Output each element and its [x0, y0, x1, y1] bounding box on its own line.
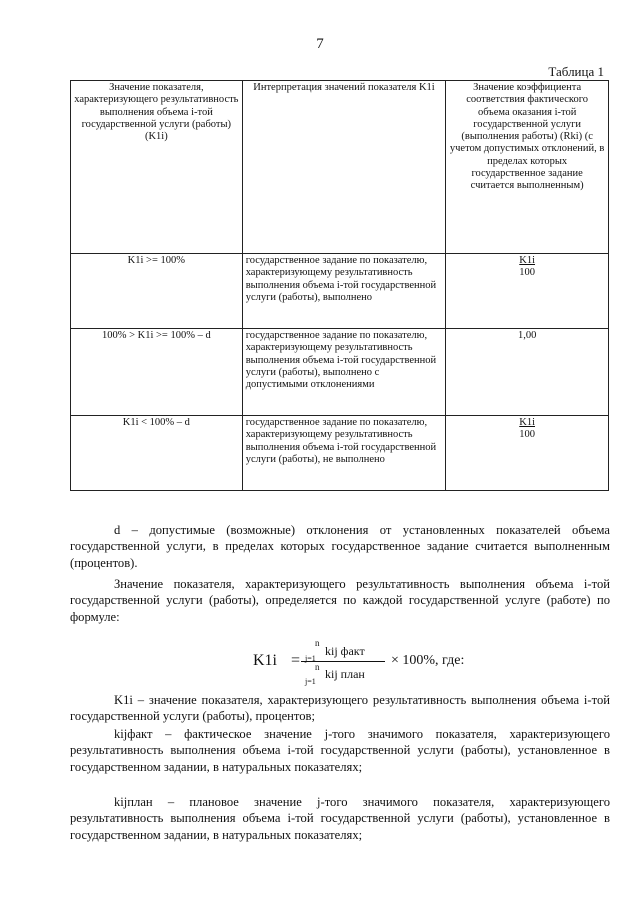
- formula-denominator: kij план: [325, 667, 365, 681]
- table-header-row: [71, 81, 609, 254]
- fraction-line: [301, 661, 385, 662]
- row-coefficient-fraction: [446, 254, 609, 329]
- table-row: [71, 329, 609, 416]
- paragraph-d-definition: d – допустимые (возможные) отклонения от установленных показателей объема государственной услуги, в пределах которых государственное задание считается выполненным (процентов).: [70, 523, 610, 570]
- table-row: [71, 416, 609, 491]
- formula-equals: =: [291, 652, 301, 669]
- paragraph-formula-intro: Значение показателя, характеризующего результативность выполнения объема i-той государственной услуги (работы), определяется по каждой государственной услуге (работе) по формуле:: [70, 577, 610, 624]
- formula-sum-top: n: [315, 638, 320, 648]
- paragraph-k1i-definition: K1i – значение показателя, характеризующего результативность выполнения объема i-той государственной услуги (работы), процентов;: [70, 693, 610, 724]
- table-caption: Таблица 1: [548, 64, 604, 79]
- header-interpretation: Интерпретация значений показателя K1i: [242, 81, 446, 254]
- paragraph-kij-fact-definition: kijфакт – фактическое значение j-того значимого показателя, характеризующего результативность выполнения объема i-той государственной услуги (работы), установленное в государственном задании, в натуральных показателях;: [70, 727, 610, 774]
- paragraph-kij-plan-definition: kijплан – плановое значение j-того значимого показателя, характеризующего результативность выполнения объема i-той государственной услуги (работы), установленное в государственном задании, в натуральных показателях;: [70, 795, 610, 842]
- fraction-denominator: 100: [519, 429, 536, 441]
- header-indicator-value: Значение показателя, характеризующего результативность выполнения объема i-той государственной услуги (работы) (K1i): [71, 81, 243, 254]
- fraction-numerator: K1i: [519, 255, 536, 266]
- formula-sum-bottom: j=1: [305, 677, 316, 686]
- row-coefficient-fraction: [446, 416, 609, 491]
- page-number: 7: [316, 36, 324, 52]
- fraction-denominator: 100: [519, 267, 536, 279]
- table-row: [71, 254, 609, 329]
- formula-tail: × 100%, где:: [391, 653, 465, 668]
- fraction-numerator: K1i: [519, 417, 536, 428]
- indicator-table: [70, 80, 609, 491]
- row-interpretation: государственное задание по показателю, характеризующему результативность выполнения объема i-той государственной услуги (работы), выполнено: [242, 254, 446, 329]
- row-interpretation: государственное задание по показателю, характеризующему результативность выполнения объема i-той государственной услуги (работы), выполнено с допустимыми отклонениями: [242, 329, 446, 416]
- row-interpretation: государственное задание по показателю, характеризующему результативность выполнения объема i-той государственной услуги (работы), не выполнено: [242, 416, 446, 491]
- row-condition: K1i < 100% – d: [71, 416, 243, 491]
- header-coefficient: Значение коэффициента соответствия фактического объема оказания i-той государственной услуги (выполнения работы) (Rki) (с учетом допустимых отклонений, в пределах которых государственное задание считается выполненным): [446, 81, 609, 254]
- formula-sum-top: n: [315, 662, 320, 672]
- row-coefficient-value: 1,00: [446, 329, 609, 416]
- formula-sum-bottom: j=1: [305, 654, 316, 663]
- formula-lhs: K1i: [253, 652, 277, 669]
- formula-k1i: [253, 640, 483, 684]
- row-condition: K1i >= 100%: [71, 254, 243, 329]
- row-condition: 100% > K1i >= 100% – d: [71, 329, 243, 416]
- formula-numerator: kij факт: [325, 644, 365, 658]
